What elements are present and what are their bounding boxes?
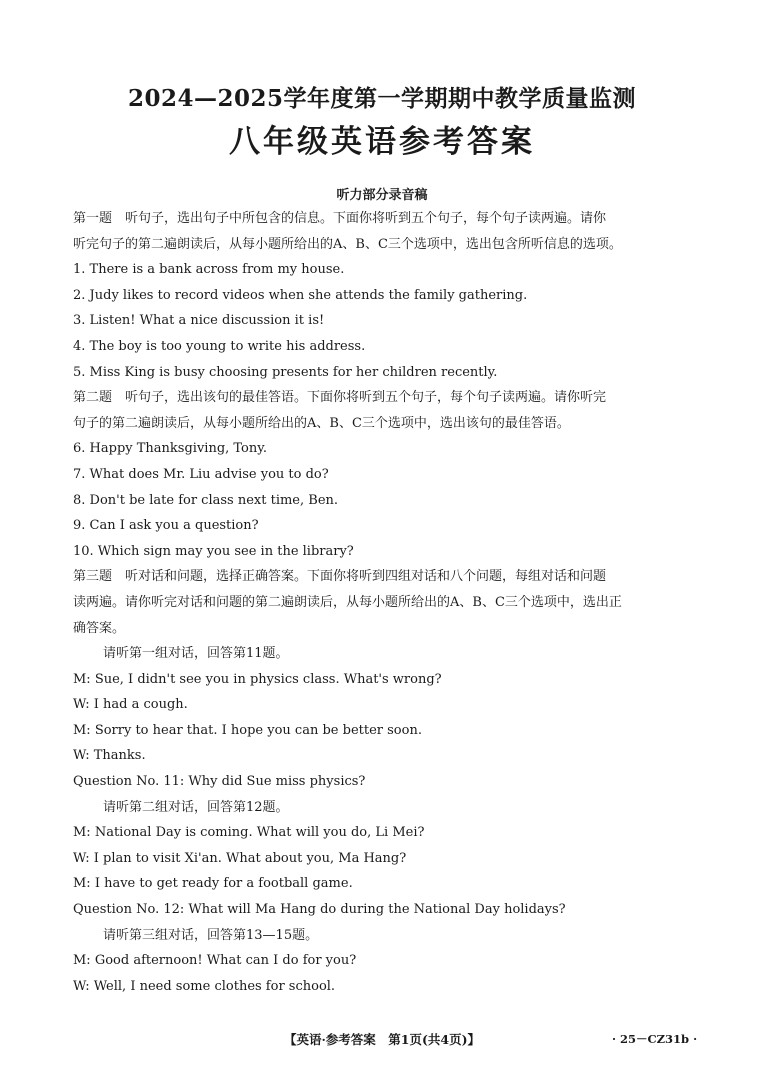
section-instruction: 听完句子的第二遍朗读后，从每小题所给出的A、B、C三个选项中，选出包含所听信息的选项。 xyxy=(73,236,622,252)
transcript-line: 4. The boy is too young to write his address. xyxy=(73,338,366,354)
section-instruction: 第二题 听句子，选出该句的最佳答语。下面你将听到五个句子，每个句子读两遍。请你听完 xyxy=(73,390,607,406)
section-instruction: 第一题 听句子，选出句子中所包含的信息。下面你将听到五个句子，每个句子读两遍。请你 xyxy=(73,211,607,226)
transcript-line: 1. There is a bank across from my house. xyxy=(73,262,345,278)
page-footer: 【英语·参考答案 第1页(共4页)】 xyxy=(283,1032,481,1047)
transcript-line: 10. Which sign may you see in the library? xyxy=(73,543,354,559)
dialogue-line: M: I have to get ready for a football game. xyxy=(73,876,353,892)
transcript-line: 9. Can I ask you a question? xyxy=(73,518,259,534)
dialogue-line: W: Thanks. xyxy=(73,748,146,764)
question-line: Question No. 11: Why did Sue miss physics? xyxy=(73,774,366,790)
dialogue-line: M: Sorry to hear that. I hope you can be better soon. xyxy=(73,722,422,738)
transcript-line: 7. What does Mr. Liu advise you to do? xyxy=(73,466,329,482)
transcript-body xyxy=(73,206,697,999)
dialogue-prompt: 请听第一组对话，回答第11题。 xyxy=(103,646,289,662)
transcript-line: 8. Don't be late for class next time, Ben. xyxy=(73,492,339,508)
dialogue-line: M: Sue, I didn't see you in physics class. What's wrong? xyxy=(73,671,442,687)
exam-title: 2024—2025学年度第一学期期中教学质量监测 xyxy=(127,85,637,112)
dialogue-line: W: Well, I need some clothes for school. xyxy=(73,978,336,994)
question-line: Question No. 12: What will Ma Hang do during the National Day holidays? xyxy=(73,902,566,918)
transcript-line: 6. Happy Thanksgiving, Tony. xyxy=(73,441,268,457)
section-instruction: 读两遍。请你听完对话和问题的第二遍朗读后，从每小题所给出的A、B、C三个选项中，选出正 xyxy=(73,594,622,610)
transcript-line: 5. Miss King is busy choosing presents for her children recently. xyxy=(73,364,498,380)
section-instruction: 句子的第二遍朗读后，从每小题所给出的A、B、C三个选项中，选出该句的最佳答语。 xyxy=(73,415,570,431)
answer-key-title: 八年级英语参考答案 xyxy=(229,124,535,160)
dialogue-prompt: 请听第三组对话，回答第13—15题。 xyxy=(103,927,319,943)
dialogue-line: M: Good afternoon! What can I do for you? xyxy=(73,953,357,969)
section-instruction: 确答案。 xyxy=(73,620,126,636)
footer-code: · 25－CZ31b · xyxy=(612,1032,698,1046)
section-title: 听力部分录音稿 xyxy=(336,188,428,203)
section-instruction: 第三题 听对话和问题，选择正确答案。下面你将听到四组对话和八个问题，每组对话和问题 xyxy=(73,569,607,585)
dialogue-prompt: 请听第二组对话，回答第12题。 xyxy=(103,799,289,815)
transcript-line: 2. Judy likes to record videos when she attends the family gathering. xyxy=(73,287,528,303)
dialogue-line: M: National Day is coming. What will you do, Li Mei? xyxy=(73,825,425,841)
transcript-line: 3. Listen! What a nice discussion it is! xyxy=(73,313,325,329)
dialogue-line: W: I had a cough. xyxy=(73,697,188,713)
dialogue-line: W: I plan to visit Xi'an. What about you, Ma Hang? xyxy=(73,850,407,866)
